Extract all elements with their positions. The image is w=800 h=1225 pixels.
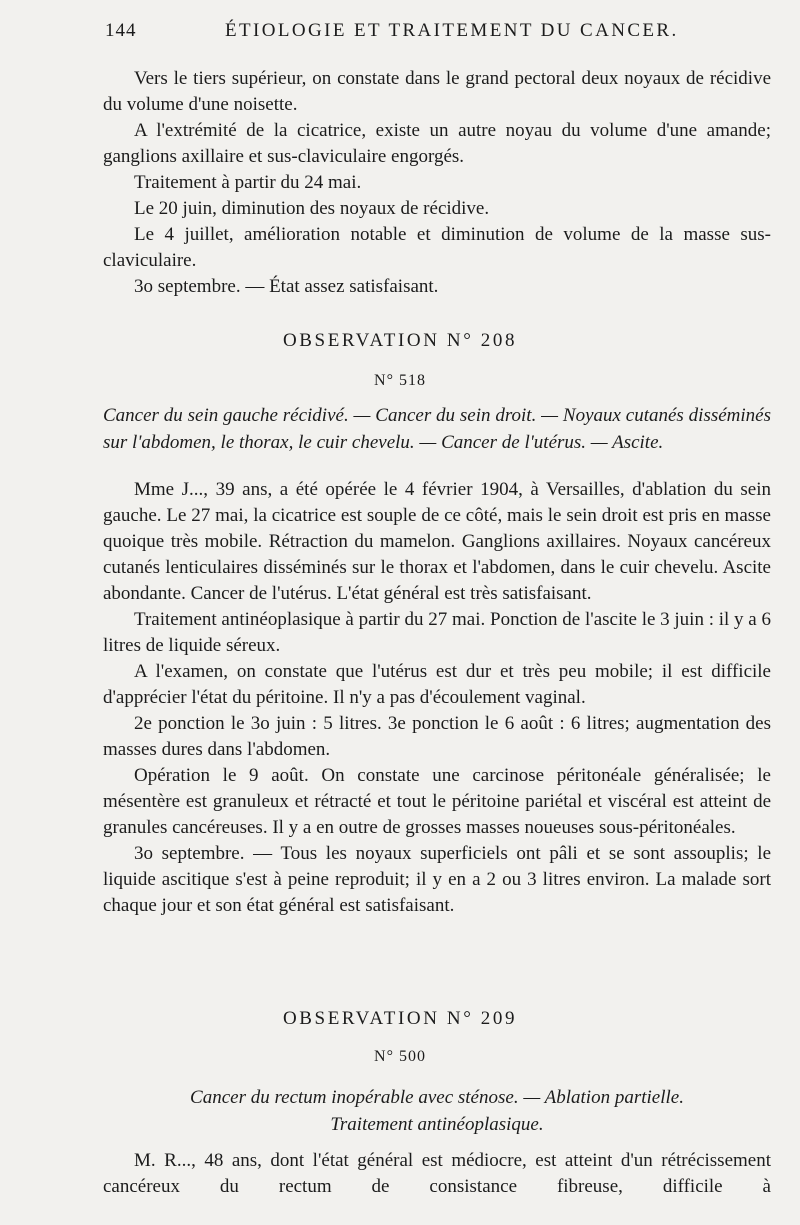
observation-number: N° 500	[374, 1048, 426, 1065]
paragraph: 3o septembre. — Tous les noyaux superficiels ont pâli et se sont assouplis; le liquide ascitique s'est à peine reproduit; il y en a 2 ou 3 litres environ. La malade sort chaque jour et son état général est satisfaisant.	[103, 843, 771, 916]
paragraph: A l'examen, on constate que l'utérus est dur et très peu mobile; il est difficile d'apprécier l'état du péritoine. Il n'y a pas d'écoulement vaginal.	[103, 661, 771, 708]
paragraph: 2e ponction le 3o juin : 5 litres. 3e ponction le 6 août : 6 litres; augmentation des masses dures dans l'abdomen.	[103, 713, 771, 760]
paragraph: Opération le 9 août. On constate une carcinose péritonéale généralisée; le mésentère est granuleux et rétracté et tout le péritoine pariétal et viscéral est atteint de granules cancéreuses. Il y a en outre de grosses masses noueuses sous-péritonéales.	[103, 765, 771, 838]
continuation-block	[103, 66, 771, 300]
observation-title: OBSERVATION N° 208	[282, 330, 518, 351]
paragraph: 3o septembre. — État assez satisfaisant.	[134, 276, 439, 297]
paragraph: M. R..., 48 ans, dont l'état général est médiocre, est atteint d'un rétrécissement cancéreux du rectum de consistance fibreuse, difficile à	[103, 1150, 771, 1197]
paragraph: Traitement antinéoplasique à partir du 27 mai. Ponction de l'ascite le 3 juin : il y a 6 litres de liquide séreux.	[103, 609, 771, 656]
observation-number: N° 518	[374, 372, 426, 389]
observation-subtitle	[103, 1084, 771, 1138]
subtitle-line: Traitement antinéoplasique.	[330, 1114, 544, 1135]
paragraph: Mme J..., 39 ans, a été opérée le 4 février 1904, à Versailles, d'ablation du sein gauche. Le 27 mai, la cicatrice est souple de ce côté, mais le sein droit est pris en masse quoique très mobile. Rétraction du mamelon. Ganglions axillaires. Noyaux cancéreux cutanés lenticulaires disséminés sur le thorax et l'abdomen, dans le cuir chevelu. Ascite abondante. Cancer de l'utérus. L'état général est très satisfaisant.	[103, 479, 771, 604]
paragraph: Traitement à partir du 24 mai.	[134, 172, 362, 193]
observation-208-body	[103, 477, 771, 919]
paragraph: A l'extrémité de la cicatrice, existe un autre noyau du volume d'une amande; ganglions axillaire et sus-claviculaire engorgés.	[103, 120, 771, 167]
observation-209-body	[103, 1148, 771, 1200]
paragraph: Le 4 juillet, amélioration notable et diminution de volume de la masse sus-claviculaire.	[103, 224, 771, 271]
running-title: ÉTIOLOGIE ET TRAITEMENT DU CANCER.	[225, 20, 679, 41]
observation-title: OBSERVATION N° 209	[282, 1008, 518, 1029]
observation-subtitle: Cancer du sein gauche récidivé. — Cancer du sein droit. — Noyaux cutanés disséminés sur l'abdomen, le thorax, le cuir chevelu. — Cancer de l'utérus. — Ascite.	[103, 405, 771, 453]
page-number: 144	[105, 20, 137, 41]
paragraph: Vers le tiers supérieur, on constate dans le grand pectoral deux noyaux de récidive du volume d'une noisette.	[103, 68, 771, 115]
subtitle-line: Cancer du rectum inopérable avec sténose. — Ablation partielle.	[190, 1087, 684, 1108]
paragraph: Le 20 juin, diminution des noyaux de récidive.	[134, 198, 490, 219]
page-header	[105, 20, 760, 48]
